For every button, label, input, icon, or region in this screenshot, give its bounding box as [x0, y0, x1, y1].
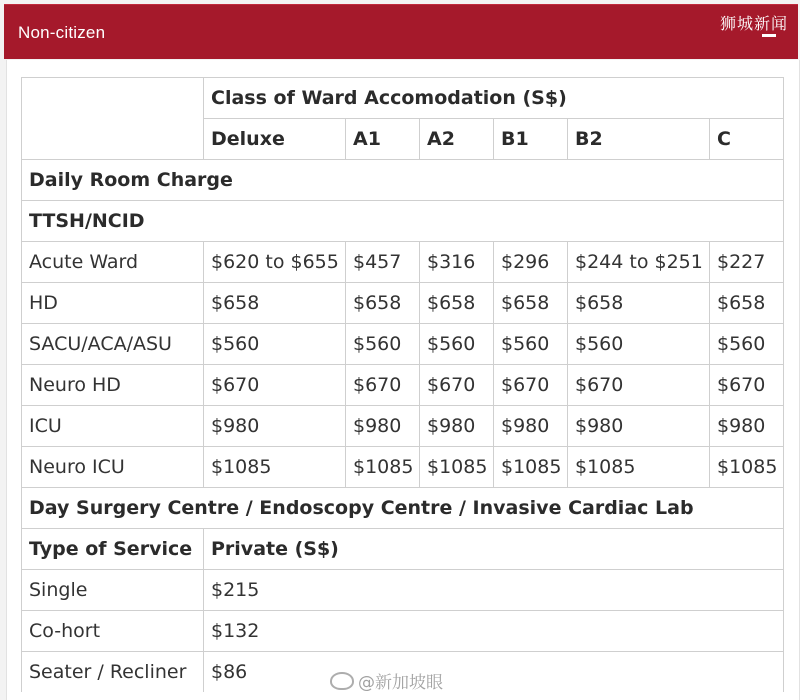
table-cell: $1085: [710, 447, 784, 488]
table-cell: $670: [568, 365, 710, 406]
table-cell: $658: [204, 283, 346, 324]
table-row: [22, 324, 784, 365]
row-label: Single: [22, 570, 204, 611]
table-cell: $244 to $251: [568, 242, 710, 283]
table-cell: $457: [346, 242, 420, 283]
table-cell: $670: [420, 365, 494, 406]
table-cell: $980: [346, 406, 420, 447]
row-label: Seater / Recliner: [22, 652, 204, 693]
table-cell: $560: [568, 324, 710, 365]
table-cell: $980: [494, 406, 568, 447]
class-header: Class of Ward Accomodation (S$): [204, 78, 784, 119]
section-daily-room-charge: Daily Room Charge: [22, 160, 784, 201]
column-header-deluxe: Deluxe: [204, 119, 346, 160]
table-cell: $86: [204, 652, 784, 693]
table-cell: $620 to $655: [204, 242, 346, 283]
table-cell: $560: [420, 324, 494, 365]
table-cell: $980: [420, 406, 494, 447]
section-header[interactable]: [4, 4, 798, 59]
table-cell: $658: [346, 283, 420, 324]
table-header-row: [22, 78, 784, 119]
table-row: [22, 447, 784, 488]
content-card: [6, 60, 800, 700]
subsection-row: [22, 201, 784, 242]
row-label: ICU: [22, 406, 204, 447]
header-corner-cell: [22, 78, 204, 160]
table-row: [22, 242, 784, 283]
row-label: Neuro HD: [22, 365, 204, 406]
table-cell: $1085: [494, 447, 568, 488]
table-cell: $215: [204, 570, 784, 611]
column-header-a1: A1: [346, 119, 420, 160]
table-cell: $132: [204, 611, 784, 652]
table-cell: $658: [494, 283, 568, 324]
table-cell: $316: [420, 242, 494, 283]
row-label: SACU/ACA/ASU: [22, 324, 204, 365]
table-cell: $560: [346, 324, 420, 365]
table-cell: $658: [568, 283, 710, 324]
table-row: [22, 406, 784, 447]
table-cell: $670: [204, 365, 346, 406]
brand-logo: 狮城新闻: [719, 14, 788, 33]
subsection-ttsh-ncid: TTSH/NCID: [22, 201, 784, 242]
table-cell: $670: [710, 365, 784, 406]
row-label: Co-hort: [22, 611, 204, 652]
section-day-surgery: Day Surgery Centre / Endoscopy Centre / Invasive Cardiac Lab: [22, 488, 784, 529]
row-label: Neuro ICU: [22, 447, 204, 488]
table-cell: $980: [204, 406, 346, 447]
row-label: Acute Ward: [22, 242, 204, 283]
table-cell: $1085: [568, 447, 710, 488]
section-title: Non-citizen: [18, 23, 106, 42]
column-header-c: C: [710, 119, 784, 160]
service-type-header: Type of Service: [22, 529, 204, 570]
table-cell: $980: [568, 406, 710, 447]
column-header-b2: B2: [568, 119, 710, 160]
collapse-icon[interactable]: [762, 34, 776, 37]
table-cell: $670: [346, 365, 420, 406]
table-cell: $980: [710, 406, 784, 447]
table-cell: $560: [494, 324, 568, 365]
table-row: [22, 365, 784, 406]
table-row: [22, 283, 784, 324]
private-price-header: Private (S$): [204, 529, 784, 570]
table-cell: $1085: [420, 447, 494, 488]
table-cell: $560: [204, 324, 346, 365]
watermark-text: @新加坡眼: [358, 673, 443, 693]
weibo-icon: [330, 672, 354, 690]
table-cell: $1085: [204, 447, 346, 488]
table-cell: $658: [710, 283, 784, 324]
table-cell: $296: [494, 242, 568, 283]
table-cell: $227: [710, 242, 784, 283]
section-row: [22, 488, 784, 529]
table-cell: $670: [494, 365, 568, 406]
table-row: [22, 570, 784, 611]
column-header-b1: B1: [494, 119, 568, 160]
row-label: HD: [22, 283, 204, 324]
section-row: [22, 160, 784, 201]
column-header-a2: A2: [420, 119, 494, 160]
service-header-row: [22, 529, 784, 570]
table-row: [22, 611, 784, 652]
table-cell: $658: [420, 283, 494, 324]
table-cell: $1085: [346, 447, 420, 488]
watermark: [330, 668, 443, 693]
table-cell: $560: [710, 324, 784, 365]
ward-fee-table: [21, 77, 784, 692]
